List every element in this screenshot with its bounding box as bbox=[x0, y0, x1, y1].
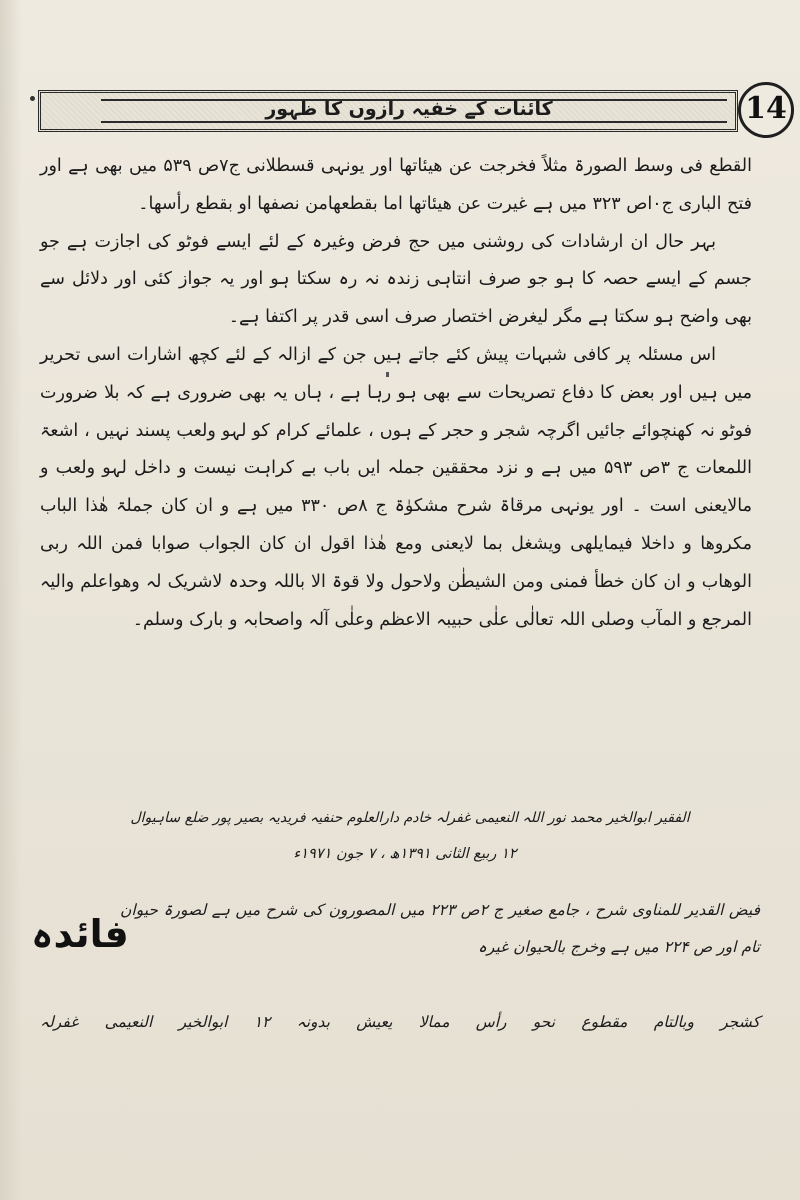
corner-dot-mark bbox=[30, 96, 35, 101]
page-spine-shadow bbox=[0, 0, 22, 1200]
running-title: کائنات کے خفیہ رازوں کا ظہور bbox=[265, 98, 553, 120]
note-last-line: کشجر وبالتام مقطوع نحو رأس ممالا یعیش بدونہ ۱۲ ابوالخیر النعیمی غفرلہ bbox=[40, 1013, 760, 1031]
signature-date: ۱۲ ربیع الثانی ۱۳۹۱ھ ، ۷ جون ۱۹۷۱ء bbox=[293, 846, 517, 862]
note-text: فیض القدیر للمناوی شرح ، جامع صغیر ج ۲ص ۲۲۳ میں المصورون کی شرح میں ہے لصورۃ حیوان تام اور ص ۲۲۴ میں ہے وخرج بالحیوان غیرہ bbox=[120, 901, 760, 956]
main-text bbox=[40, 148, 752, 639]
paragraph-citation: القطع فی وسط الصورۃ مثلاً فخرجت عن ھیئاتھا اور یونہی قسطلانی ج۷ص ۵۳۹ میں بھی ہے اور فتح الباری ج۰اص ۳۲۳ میں ہے غیرت عن ھیئاتھا اما بقطعھامن نصفھا او بقطع رأسھا۔ bbox=[40, 156, 752, 214]
note-heading: فائدہ bbox=[31, 912, 129, 956]
author-signature: الفقیر ابوالخیر محمد نور اللہ النعیمی غفرلہ خادم دارالعلوم حنفیہ فریدیہ بصیر پور ضلع ساہیوال bbox=[130, 810, 690, 826]
paragraph-ruling: بہر حال ان ارشادات کی روشنی میں حج فرض وغیرہ کے لئے ایسے فوٹو کی اجازت ہے جو جسم کے ایسے حصہ کا ہو جو صرف انتاہی زندہ نہ رہ سکتا ہو اور یہ جواز کئی اور دلائل سے بھی واضح ہو سکتا ہے مگر لیغرض اختصار صرف اسی قدر پر اکتفا ہے۔ bbox=[40, 231, 752, 328]
paragraph-doubts: اس مسئلہ پر کافی شبہات پیش کئے جاتے ہیں جن کے ازالہ کے لئے کچھ اشارات اسی تحریر میں ہیں اور بعض کا دفاع تصریحات سے بھی ہو رہا ہے ، ہاں یہ بھی ضروری ہے کہ بلا ضرورت فوٹو نہ کھنچوائے جائیں اگرچہ شجر و حجر کے ہوں ، علمائے کرام کو لہو ولعب پسند نہیں ، اشعۃ اللمعات ج ۳ص ۵۹۳ میں ہے و نزد محققین جملہ ایں باب بے کراہت نیست و داخل لہو ولعب و مالایعنی است ۔ اور یونہی مرقاۃ شرح مشکوٰۃ ج ۸ص ۳۳۰ میں ہے و ان کان جملۃ ھٰذا الباب مکروھا و داخلا فیمایلھی ویشغل بما لایعنی ومع ھٰذا اقول ان کان الجواب صوابا فمن اللہ ربی الوھاب و ان کان خطأ فمنی ومن الشیطٰن ولاحول ولا قوۃ الا باللہ وحدہ لاشریک لہ وھواعلم والیہ المرجع و المآب وصلی اللہ تعالٰی علٰی حبیبہ الاعظم وعلٰی آلہ واصحابہ و بارک وسلم۔ bbox=[40, 344, 752, 630]
stray-mark bbox=[386, 372, 389, 377]
page-number-badge: 14 bbox=[738, 82, 794, 138]
page-header bbox=[38, 90, 787, 138]
